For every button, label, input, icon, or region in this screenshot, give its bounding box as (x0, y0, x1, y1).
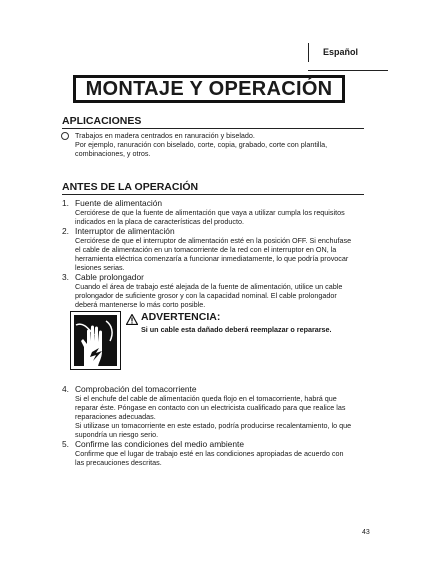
language-tab-rule (308, 70, 388, 71)
page-number: 43 (362, 529, 370, 536)
list-item-title: Comprobación del tomacorriente (75, 384, 197, 394)
electric-shock-icon (70, 311, 121, 370)
bullet-circle-icon (61, 132, 69, 140)
list-item-title: Fuente de alimentación (75, 198, 163, 208)
list-item-title: Interruptor de alimentación (75, 226, 175, 236)
list-item-title: Confirme las condiciones del medio ambiente (75, 439, 244, 449)
list-item-line: Cuando el área de trabajo esté alejada de la fuente de alimentación, utilice un cable (75, 282, 343, 291)
warning-text: Si un cable esta dañado deberá reemplazar o repararse. (141, 325, 332, 334)
applications-line: Trabajos en madera centrados en ranuración y biselado. (75, 131, 255, 140)
list-item-title: Cable prolongador (75, 272, 144, 282)
list-item-line: indicados en la placa de características del producto. (75, 217, 245, 226)
list-item-number: 3. (62, 272, 69, 282)
section-heading-aplicaciones: APLICACIONES (62, 115, 142, 127)
list-item-number: 1. (62, 198, 69, 208)
applications-line: Por ejemplo, ranuración con biselado, corte, copia, grabado, corte con plantilla, (75, 140, 328, 149)
list-item-line: deberá mantenerse lo más corto posible. (75, 300, 206, 309)
list-item-line: prolongador de suficiente grosor y con la capacidad nominal. El cable prolongador (75, 291, 337, 300)
section-heading-antes: ANTES DE LA OPERACIÓN (62, 181, 199, 193)
list-item-line: Confirme que el lugar de trabajo esté en las condiciones apropiadas de acuerdo con (75, 449, 344, 458)
section-rule (62, 194, 364, 195)
list-item-line: Si el enchufe del cable de alimentación queda flojo en el tomacorriente, habrá que (75, 394, 337, 403)
list-item-line: herramienta eléctrica comenzaría a funcionar inmediatamente, lo que podría provocar (75, 254, 349, 263)
list-item-line: reparar éste. Póngase en contacto con un electricista cualificado para que realice las (75, 403, 346, 412)
section-rule (62, 128, 364, 129)
language-label: Español (323, 47, 359, 57)
list-item-line: las precauciones descritas. (75, 458, 162, 467)
page-title: MONTAJE Y OPERACIÓN (73, 75, 345, 103)
list-item-line: reparaciones adecuadas. (75, 412, 156, 421)
list-item-number: 5. (62, 439, 69, 449)
language-tab-divider (308, 43, 309, 62)
warning-title: ADVERTENCIA: (141, 311, 221, 323)
list-item-line: lesiones serias. (75, 263, 125, 272)
list-item-line: Cerciórese de que el interruptor de alimentación esté en la posición OFF. Si enchufase (75, 236, 352, 245)
list-item-number: 2. (62, 226, 69, 236)
list-item-number: 4. (62, 384, 69, 394)
list-item-line: Si utilizase un tomacorriente en este estado, podría producirse recalentamiento, lo que (75, 421, 352, 430)
list-item-line: supondría un riesgo serio. (75, 430, 159, 439)
list-item-line: Cerciórese de que la fuente de alimentación que vaya a utilizar cumpla los requisitos (75, 208, 345, 217)
applications-line: combinaciones, y otros. (75, 149, 151, 158)
list-item-line: el cable de alimentación en un tomacorriente de la red con el interruptor en ON, la (75, 245, 337, 254)
warning-triangle-icon (126, 312, 138, 330)
